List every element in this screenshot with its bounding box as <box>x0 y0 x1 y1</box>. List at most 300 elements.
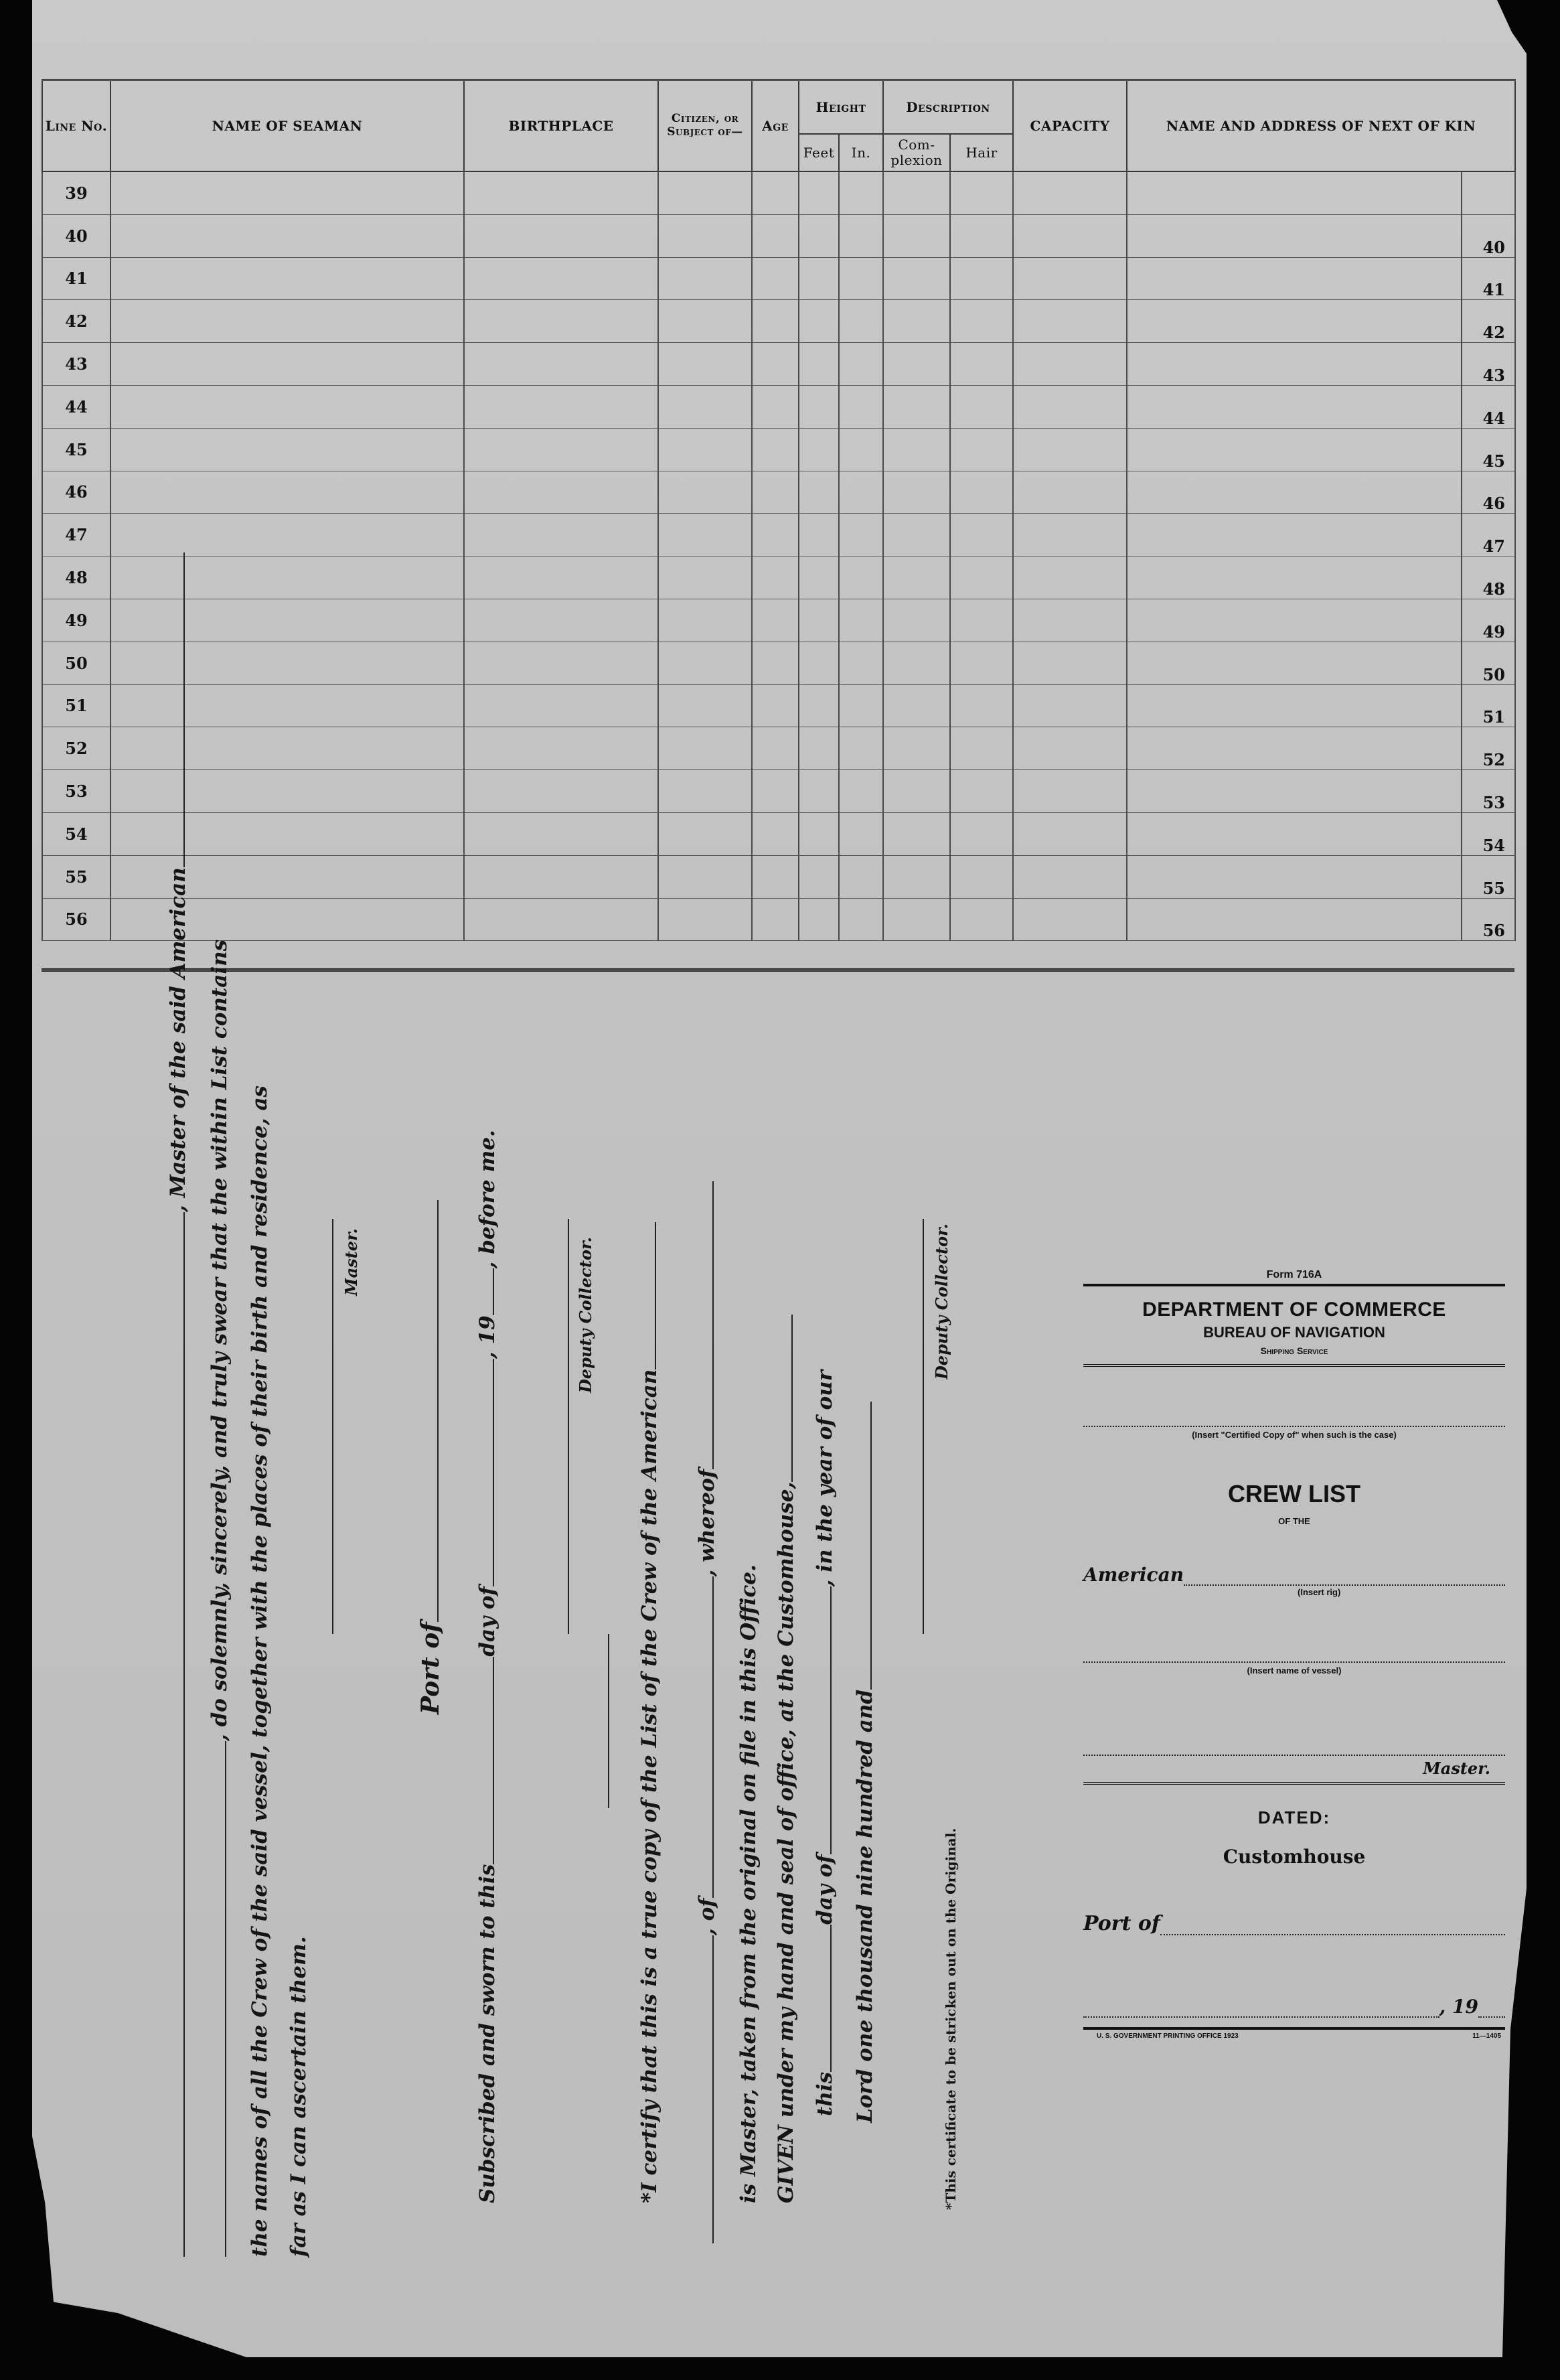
right-line-number: 52 <box>1462 727 1515 770</box>
department-title: DEPARTMENT OF COMMERCE <box>1142 1298 1446 1321</box>
table-cell <box>752 599 799 642</box>
table-cell <box>799 514 839 556</box>
table-cell <box>839 343 883 386</box>
table-cell <box>799 171 839 214</box>
table-cell <box>950 471 1013 514</box>
table-cell <box>110 300 464 343</box>
table-row <box>42 514 1515 556</box>
table-cell <box>110 385 464 428</box>
table-cell <box>110 343 464 386</box>
table-cell <box>658 855 752 898</box>
table-row <box>42 171 1515 214</box>
table-cell <box>752 471 799 514</box>
table-cell <box>110 556 464 599</box>
table-cell <box>1127 428 1462 471</box>
table-row <box>42 428 1515 471</box>
line-number: 42 <box>42 300 110 343</box>
table-cell <box>1127 385 1462 428</box>
table-cell <box>752 855 799 898</box>
table-row <box>42 812 1515 855</box>
table-cell <box>464 385 658 428</box>
header-next-of-kin: NAME AND ADDRESS OF NEXT OF KIN <box>1127 80 1515 172</box>
table-cell <box>464 343 658 386</box>
table-cell <box>464 257 658 300</box>
table-cell <box>1013 599 1127 642</box>
certificate-line-2: , of, whereof <box>695 1181 719 2243</box>
table-cell <box>464 812 658 855</box>
affidavit-line-3: the names of all the Crew of the said vessel, together with the places of their birth and residence, as <box>248 1085 272 2257</box>
table-cell <box>950 898 1013 941</box>
table-cell <box>464 471 658 514</box>
table-cell <box>799 599 839 642</box>
table-cell <box>752 514 799 556</box>
table-cell <box>799 727 839 770</box>
cover-date-row <box>1083 1996 1505 2018</box>
table-cell <box>839 214 883 257</box>
table-row <box>42 257 1515 300</box>
table-cell <box>883 300 950 343</box>
table-cell <box>1127 300 1462 343</box>
vessel-name-line <box>1083 1661 1505 1663</box>
table-row <box>42 770 1515 813</box>
crew-list-page <box>32 0 1527 2357</box>
right-line-number: 49 <box>1462 599 1515 642</box>
printing-footer <box>1083 2032 1505 2040</box>
table-cell <box>1013 556 1127 599</box>
table-cell <box>883 343 950 386</box>
table-cell <box>464 599 658 642</box>
deputy-signature-line-2 <box>923 1219 924 1634</box>
table-cell <box>658 556 752 599</box>
table-row <box>42 855 1515 898</box>
table-cell <box>799 855 839 898</box>
table-cell <box>839 770 883 813</box>
table-cell <box>950 642 1013 684</box>
table-cell <box>799 684 839 727</box>
certificate-line-1: *I certify that this is a true copy of the List of the Crew of the American <box>637 1222 661 2203</box>
table-cell <box>110 642 464 684</box>
table-cell <box>883 214 950 257</box>
deputy-signature-line-1 <box>568 1219 569 1634</box>
line-number: 39 <box>42 171 110 214</box>
dated-label: DATED: <box>1257 1807 1331 1828</box>
crew-table <box>42 79 1516 941</box>
table-cell <box>839 812 883 855</box>
table-cell <box>464 898 658 941</box>
line-number: 56 <box>42 898 110 941</box>
table-cell <box>1127 855 1462 898</box>
right-line-number: 45 <box>1462 428 1515 471</box>
table-cell <box>1127 214 1462 257</box>
header-hair: Hair <box>950 134 1013 171</box>
table-cell <box>658 171 752 214</box>
table-cell <box>752 257 799 300</box>
cover-year-label: , 19 <box>1439 1996 1478 2018</box>
table-cell <box>658 385 752 428</box>
table-cell <box>658 343 752 386</box>
deputy-collector-label-1: Deputy Collector. <box>576 1237 595 1393</box>
table-cell <box>950 727 1013 770</box>
line-number: 45 <box>42 428 110 471</box>
cover-port-row <box>1083 1912 1505 1935</box>
table-row <box>42 599 1515 642</box>
table-cell <box>1013 514 1127 556</box>
table-cell <box>799 556 839 599</box>
line-number: 40 <box>42 214 110 257</box>
port-of-label: Port of <box>416 1200 445 1714</box>
cover-port-label: Port of <box>1083 1912 1160 1935</box>
table-cell <box>658 514 752 556</box>
table-cell <box>839 514 883 556</box>
affidavit-line-4: far as I can ascertain them. <box>287 1936 311 2257</box>
table-cell <box>950 428 1013 471</box>
line-number: 54 <box>42 812 110 855</box>
right-line-number: 43 <box>1462 343 1515 386</box>
table-cell <box>883 471 950 514</box>
table-cell <box>950 514 1013 556</box>
date-blank <box>1083 2016 1439 2018</box>
table-cell <box>1127 727 1462 770</box>
table-cell <box>839 855 883 898</box>
table-cell <box>839 428 883 471</box>
line-number: 49 <box>42 599 110 642</box>
table-cell <box>799 385 839 428</box>
cover-rule-bottom <box>1083 2027 1505 2030</box>
table-cell <box>658 812 752 855</box>
table-cell <box>950 343 1013 386</box>
table-cell <box>464 556 658 599</box>
table-cell <box>839 684 883 727</box>
table-cell <box>110 257 464 300</box>
table-cell <box>658 257 752 300</box>
right-line-number: 54 <box>1462 812 1515 855</box>
table-cell <box>752 214 799 257</box>
right-line-number: 55 <box>1462 855 1515 898</box>
table-cell <box>110 770 464 813</box>
table-cell <box>883 684 950 727</box>
table-cell <box>658 770 752 813</box>
table-cell <box>110 171 464 214</box>
line-number: 50 <box>42 642 110 684</box>
header-age: Age <box>752 80 799 172</box>
table-cell <box>799 770 839 813</box>
table-cell <box>799 471 839 514</box>
line-number: 52 <box>42 727 110 770</box>
subscribed-line: Subscribed and sworn to thisday of, 19, before me. <box>475 1130 499 2203</box>
right-line-number: 42 <box>1462 300 1515 343</box>
header-feet: Feet <box>799 134 839 171</box>
table-cell <box>110 428 464 471</box>
form-code: 11—1405 <box>1472 2032 1501 2040</box>
printing-office: U. S. GOVERNMENT PRINTING OFFICE 1923 <box>1097 2032 1239 2040</box>
table-row <box>42 300 1515 343</box>
table-cell <box>950 171 1013 214</box>
line-number: 51 <box>42 684 110 727</box>
form-number: Form 716A <box>1266 1269 1322 1280</box>
master-label: Master. <box>341 1228 361 1296</box>
table-cell <box>752 385 799 428</box>
table-cell <box>658 428 752 471</box>
table-cell <box>839 898 883 941</box>
table-row <box>42 684 1515 727</box>
table-cell <box>839 599 883 642</box>
table-bottom-rule <box>42 968 1514 972</box>
table-cell <box>799 898 839 941</box>
certificate-line-4: GIVEN under my hand and seal of office, at the Customhouse, <box>774 1315 798 2203</box>
table-cell <box>883 428 950 471</box>
table-cell <box>464 214 658 257</box>
table-cell <box>839 727 883 770</box>
right-line-number: 56 <box>1462 898 1515 941</box>
cover-panel <box>1083 1269 1505 2040</box>
right-line-number: 40 <box>1462 214 1515 257</box>
table-cell <box>1013 471 1127 514</box>
header-capacity: CAPACITY <box>1013 80 1127 172</box>
table-cell <box>799 642 839 684</box>
table-cell <box>464 428 658 471</box>
american-rig-row <box>1083 1564 1505 1586</box>
table-cell <box>1013 214 1127 257</box>
table-cell <box>1013 343 1127 386</box>
table-cell <box>464 770 658 813</box>
table-cell <box>883 642 950 684</box>
header-name-of-seaman: NAME OF SEAMAN <box>110 80 464 172</box>
insert-rig-note: (Insert rig) <box>1298 1587 1341 1597</box>
table-cell <box>799 812 839 855</box>
right-line-number: 48 <box>1462 556 1515 599</box>
table-cell <box>1013 898 1127 941</box>
table-cell <box>799 300 839 343</box>
line-number: 46 <box>42 471 110 514</box>
table-row <box>42 214 1515 257</box>
table-cell <box>1127 257 1462 300</box>
table-cell <box>464 514 658 556</box>
line-number: 55 <box>42 855 110 898</box>
table-cell <box>752 770 799 813</box>
table-cell <box>464 727 658 770</box>
table-cell <box>1127 898 1462 941</box>
table-cell <box>883 171 950 214</box>
right-line-number: 53 <box>1462 770 1515 813</box>
table-cell <box>950 214 1013 257</box>
table-cell <box>110 214 464 257</box>
table-cell <box>883 898 950 941</box>
table-cell <box>839 257 883 300</box>
table-row <box>42 471 1515 514</box>
cover-rule-top <box>1083 1284 1505 1286</box>
table-cell <box>799 343 839 386</box>
table-cell <box>752 727 799 770</box>
table-row <box>42 727 1515 770</box>
line-number: 44 <box>42 385 110 428</box>
table-cell <box>658 471 752 514</box>
table-cell <box>883 599 950 642</box>
table-cell <box>464 855 658 898</box>
table-cell <box>950 556 1013 599</box>
table-cell <box>1127 684 1462 727</box>
table-cell <box>799 428 839 471</box>
table-cell <box>1013 428 1127 471</box>
bureau-title: BUREAU OF NAVIGATION <box>1203 1324 1385 1341</box>
line-number: 47 <box>42 514 110 556</box>
table-cell <box>752 556 799 599</box>
table-cell <box>839 471 883 514</box>
certified-copy-line <box>1083 1426 1505 1427</box>
table-row <box>42 642 1515 684</box>
certificate-line-5: thisday of, in the year of our <box>813 1369 837 2116</box>
right-line-number: 47 <box>1462 514 1515 556</box>
table-cell <box>1013 300 1127 343</box>
table-cell <box>883 855 950 898</box>
table-row <box>42 898 1515 941</box>
table-cell <box>1013 171 1127 214</box>
table-cell <box>1127 642 1462 684</box>
table-cell <box>752 171 799 214</box>
line-number: 53 <box>42 770 110 813</box>
table-cell <box>752 343 799 386</box>
table-cell <box>950 300 1013 343</box>
table-cell <box>1013 257 1127 300</box>
table-cell <box>658 214 752 257</box>
table-cell <box>799 257 839 300</box>
table-cell <box>950 684 1013 727</box>
header-inches: In. <box>839 134 883 171</box>
table-cell <box>950 385 1013 428</box>
cover-rule-2 <box>1083 1364 1505 1367</box>
divider-line <box>608 1634 609 1808</box>
table-cell <box>110 471 464 514</box>
table-cell <box>883 257 950 300</box>
table-cell <box>799 214 839 257</box>
certificate-line-6: Lord one thousand nine hundred and <box>853 1402 877 2123</box>
table-cell <box>752 684 799 727</box>
right-line-number: 44 <box>1462 385 1515 428</box>
right-line-number: 46 <box>1462 471 1515 514</box>
table-row <box>42 556 1515 599</box>
table-cell <box>658 599 752 642</box>
table-cell <box>1013 642 1127 684</box>
table-cell <box>839 556 883 599</box>
table-cell <box>658 684 752 727</box>
right-line-number: 41 <box>1462 257 1515 300</box>
table-cell <box>1127 343 1462 386</box>
right-line-number: 50 <box>1462 642 1515 684</box>
line-number: 41 <box>42 257 110 300</box>
affidavit-line-1: , Master of the said American <box>166 552 190 2257</box>
table-cell <box>752 812 799 855</box>
table-cell <box>1127 770 1462 813</box>
table-cell <box>464 300 658 343</box>
table-cell <box>464 684 658 727</box>
table-cell <box>110 812 464 855</box>
affidavit-line-2: , do solemnly, sincerely, and truly swear that the within List contains <box>208 940 232 2257</box>
table-cell <box>658 727 752 770</box>
header-complexion: Com-plexion <box>883 134 950 171</box>
table-cell <box>839 642 883 684</box>
line-number: 48 <box>42 556 110 599</box>
port-blank <box>1160 1934 1505 1935</box>
table-cell <box>658 642 752 684</box>
table-cell <box>1013 684 1127 727</box>
deputy-collector-label-2: Deputy Collector. <box>932 1223 951 1380</box>
table-cell <box>110 727 464 770</box>
customhouse-label: Customhouse <box>1223 1846 1366 1868</box>
table-cell <box>1127 514 1462 556</box>
table-cell <box>1013 812 1127 855</box>
table-cell <box>1127 812 1462 855</box>
year-blank <box>1478 2016 1505 2018</box>
table-cell <box>1013 727 1127 770</box>
table-row <box>42 385 1515 428</box>
table-cell <box>950 812 1013 855</box>
right-line-number <box>1462 171 1515 214</box>
table-cell <box>883 770 950 813</box>
table-cell <box>883 812 950 855</box>
cover-rule-3 <box>1083 1782 1505 1785</box>
header-birthplace: BIRTHPLACE <box>464 80 658 172</box>
table-cell <box>839 300 883 343</box>
insert-vessel-note: (Insert name of vessel) <box>1247 1665 1342 1676</box>
table-cell <box>1013 855 1127 898</box>
table-cell <box>839 385 883 428</box>
table-cell <box>883 514 950 556</box>
table-cell <box>950 855 1013 898</box>
table-cell <box>1013 770 1127 813</box>
table-cell <box>752 428 799 471</box>
master-signature-line <box>332 1219 333 1634</box>
table-cell <box>658 300 752 343</box>
right-line-number: 51 <box>1462 684 1515 727</box>
table-cell <box>464 642 658 684</box>
table-cell <box>950 257 1013 300</box>
service-title: Shipping Service <box>1260 1345 1328 1356</box>
table-cell <box>883 556 950 599</box>
certified-copy-note: (Insert "Certified Copy of" when such is the case) <box>1192 1430 1397 1440</box>
american-label: American <box>1083 1564 1184 1586</box>
header-citizen: Citizen, or Subject of— <box>658 80 752 172</box>
certificate-footnote: *This certificate to be stricken out on the Original. <box>943 1828 959 2210</box>
table-cell <box>950 599 1013 642</box>
table-cell <box>658 898 752 941</box>
table-cell <box>110 599 464 642</box>
table-cell <box>950 770 1013 813</box>
table-cell <box>1013 385 1127 428</box>
certificate-line-3: is Master, taken from the original on file in this Office. <box>736 1564 761 2203</box>
cover-master-label: Master. <box>1423 1759 1490 1778</box>
of-the-label: OF THE <box>1278 1516 1310 1526</box>
torn-corner <box>1453 0 1527 54</box>
table-cell <box>883 727 950 770</box>
table-cell <box>110 514 464 556</box>
rig-blank <box>1184 1584 1505 1586</box>
table-cell <box>1127 171 1462 214</box>
table-cell <box>839 171 883 214</box>
header-line-no: Line No. <box>42 80 110 172</box>
table-cell <box>752 642 799 684</box>
header-height: Height <box>799 80 883 135</box>
table-row <box>42 343 1515 386</box>
table-cell <box>464 171 658 214</box>
table-cell <box>110 855 464 898</box>
table-cell <box>110 898 464 941</box>
line-number: 43 <box>42 343 110 386</box>
master-name-line <box>1083 1755 1505 1756</box>
table-cell <box>1127 471 1462 514</box>
table-cell <box>883 385 950 428</box>
table-cell <box>110 684 464 727</box>
table-cell <box>752 898 799 941</box>
table-cell <box>1127 599 1462 642</box>
